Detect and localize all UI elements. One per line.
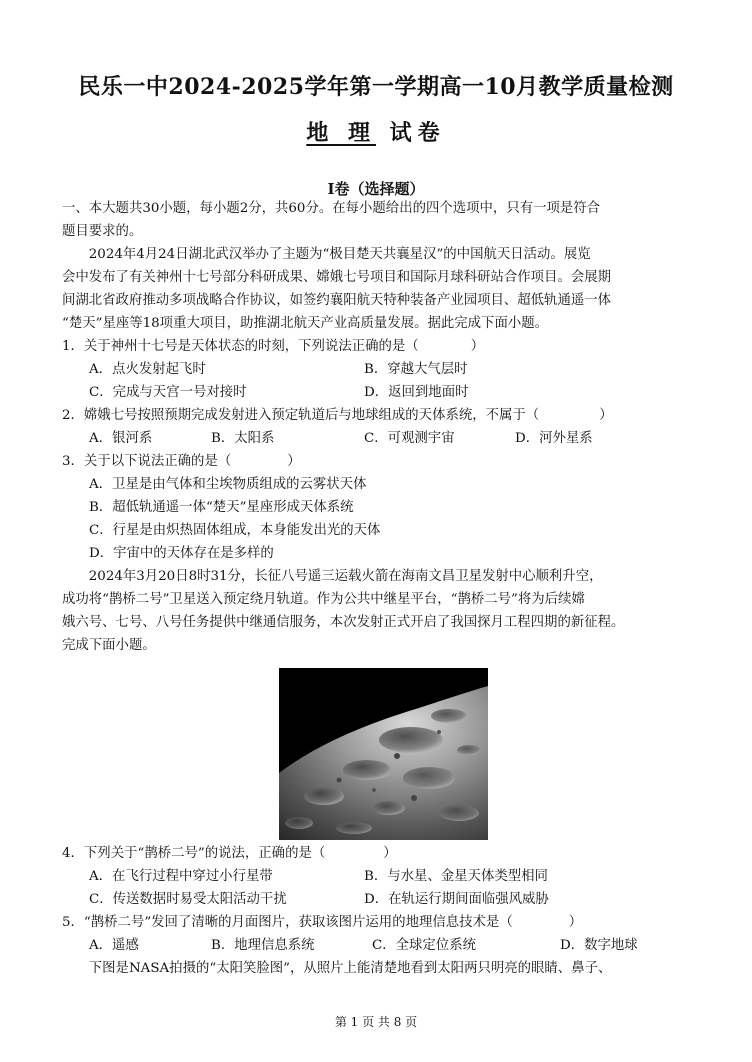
question-2-option-a: A．银河系 xyxy=(89,431,153,446)
question-3-option-b: B．超低轨通遥一体“楚天”星座形成天体系统 xyxy=(89,500,354,515)
passage1-line-4: “楚天”星座等18项重大项目，助推湖北航天产业高质量发展。据此完成下面小题。 xyxy=(62,316,549,331)
question-3-option-a: A．卫星是由气体和尘埃物质组成的云雾状天体 xyxy=(89,477,367,492)
question-3-option-d: D．宇宙中的天体存在是多样的 xyxy=(89,546,274,561)
question-1-option-c: C．完成与天宫一号对接时 xyxy=(89,385,247,400)
question-2-option-d: D．河外星系 xyxy=(515,431,593,446)
question-4-option-a: A．在飞行过程中穿过小行星带 xyxy=(89,869,273,884)
instructions-line-1: 一、本大题共30小题，每小题2分，共60分。在每小题给出的四个选项中，只有一项是符合 xyxy=(62,201,601,216)
question-4-option-c: C．传送数据时易受太阳活动干扰 xyxy=(89,892,287,907)
moon-surface-image xyxy=(279,668,488,840)
question-5-option-c: C．全球定位系统 xyxy=(372,938,476,953)
passage2-line-3: 娥六号、七号、八号任务提供中继通信服务，本次发射正式开启了我国探月工程四期的新征程。 xyxy=(62,615,625,630)
question-5-option-d: D．数字地球 xyxy=(560,938,638,953)
question-2-stem: 2．嫦娥七号按照预期完成发射进入预定轨道后与地球组成的天体系统，不属于（ ） xyxy=(62,408,613,423)
question-1-option-b: B．穿越大气层时 xyxy=(364,362,468,377)
passage2-line-2: 成功将“鹊桥二号”卫星送入预定绕月轨道。作为公共中继星平台，“鹊桥二号”将为后续嫦 xyxy=(62,592,585,607)
subject-suffix: 试卷 xyxy=(376,120,446,146)
question-4-option-b: B．与水星、金星天体类型相同 xyxy=(364,869,548,884)
question-5-option-a: A．遥感 xyxy=(89,938,139,953)
question-4-option-d: D．在轨运行期间面临强风威胁 xyxy=(364,892,549,907)
passage1-line-3: 间湖北省政府推动多项战略合作协议，如签约襄阳航天特种装备产业园项目、超低轨通遥一体 xyxy=(62,293,612,308)
question-1-option-a: A．点火发射起飞时 xyxy=(89,362,206,377)
question-5-stem: 5．“鹊桥二号”发回了清晰的月面图片，获取该图片运用的地理信息技术是（ ） xyxy=(62,915,583,930)
question-5-option-b: B．地理信息系统 xyxy=(211,938,315,953)
instructions-line-2: 题目要求的。 xyxy=(62,224,143,239)
passage1-line-2: 会中发布了有关神州十七号部分科研成果、嫦娥七号项目和国际月球科研站合作项目。会展期 xyxy=(62,270,612,285)
passage1-line-1: 2024年4月24日湖北武汉举办了主题为“极目楚天共襄星汉”的中国航天日活动。展览 xyxy=(62,247,591,262)
section-title: Ⅰ卷（选择题） xyxy=(327,180,425,198)
question-2-option-c: C．可观测宇宙 xyxy=(364,431,455,446)
question-4-stem: 4．下列关于“鹊桥二号”的说法，正确的是（ ） xyxy=(62,846,397,861)
question-1-stem: 1．关于神州十七号是天体状态的时刻，下列说法正确的是（ ） xyxy=(62,339,485,354)
question-1-option-d: D．返回到地面时 xyxy=(364,385,469,400)
page-footer: 第 1 页 共 8 页 xyxy=(334,1015,418,1029)
question-3-stem: 3．关于以下说法正确的是（ ） xyxy=(62,454,301,469)
question-3-option-c: C．行星是由炽热固体组成，本身能发出光的天体 xyxy=(89,523,381,538)
exam-subject xyxy=(0,116,752,147)
passage2-line-1: 2024年3月20日8时31分，长征八号遥三运载火箭在海南文昌卫星发射中心顺利升空， xyxy=(62,569,603,584)
passage3-line-1: 下图是NASA拍摄的“太阳笑脸图”，从照片上能清楚地看到太阳两只明亮的眼睛、鼻子、 xyxy=(62,961,612,976)
question-2-option-b: B．太阳系 xyxy=(211,431,275,446)
passage2-line-4: 完成下面小题。 xyxy=(62,638,156,653)
subject-name: 地 理 xyxy=(306,120,376,146)
exam-title: 民乐一中2024-2025学年第一学期高一10月教学质量检测 xyxy=(78,74,674,100)
